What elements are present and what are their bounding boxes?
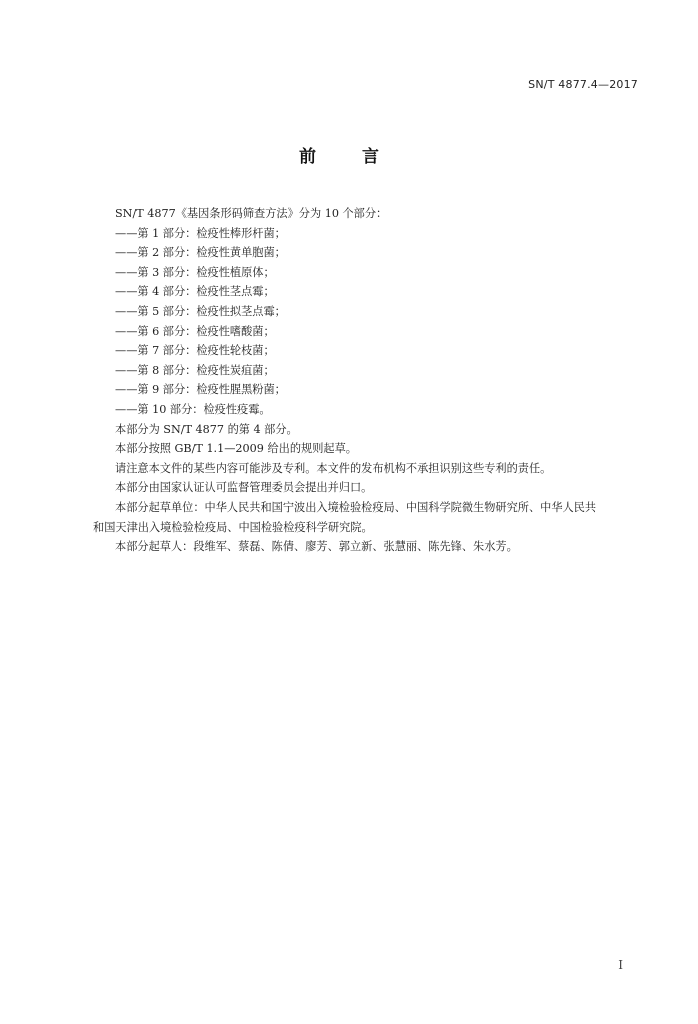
paragraph-drafting-units-line2: 和国天津出入境检验检疫局、中国检验检疫科学研究院。	[93, 520, 373, 534]
paragraph-part-number: 本部分为 SN/T 4877 的第 4 部分。	[115, 422, 298, 436]
standard-code: SN/T 4877.4—2017	[528, 78, 638, 91]
part-item-3: ——第 3 部分：检疫性植原体；	[115, 265, 275, 279]
paragraph-drafters: 本部分起草人：段维军、蔡磊、陈倩、廖芳、郭立新、张慧丽、陈先锋、朱水芳。	[115, 540, 518, 554]
paragraph-patent-notice: 请注意本文件的某些内容可能涉及专利。本文件的发布机构不承担识别这些专利的责任。	[115, 461, 552, 475]
paragraph-drafting-units-line1: 本部分起草单位：中华人民共和国宁波出入境检验检疫局、中国科学院微生物研究所、中华人民共	[115, 500, 597, 514]
intro-line: SN/T 4877《基因条形码筛查方法》分为 10 个部分：	[115, 207, 388, 220]
part-item-6: ——第 6 部分：检疫性嗜酸菌；	[115, 324, 275, 338]
paragraph-proposer: 本部分由国家认证认可监督管理委员会提出并归口。	[115, 481, 373, 495]
part-item-5: ——第 5 部分：检疫性拟茎点霉；	[115, 304, 286, 318]
part-item-1: ——第 1 部分：检疫性棒形杆菌；	[115, 226, 286, 240]
foreword-body	[93, 204, 648, 557]
part-item-7: ——第 7 部分：检疫性轮枝菌；	[115, 344, 275, 358]
page-number: I	[618, 958, 623, 972]
page-title: 前 言	[299, 147, 399, 167]
paragraph-drafting-rules: 本部分按照 GB/T 1.1—2009 给出的规则起草。	[115, 442, 357, 456]
part-item-9: ——第 9 部分：检疫性腥黑粉菌；	[115, 383, 286, 397]
part-item-10: ——第 10 部分：检疫性疫霉。	[115, 402, 271, 416]
part-item-8: ——第 8 部分：检疫性炭疽菌；	[115, 363, 275, 377]
part-item-2: ——第 2 部分：检疫性黄单胞菌；	[115, 246, 286, 260]
part-item-4: ——第 4 部分：检疫性茎点霉；	[115, 285, 275, 299]
